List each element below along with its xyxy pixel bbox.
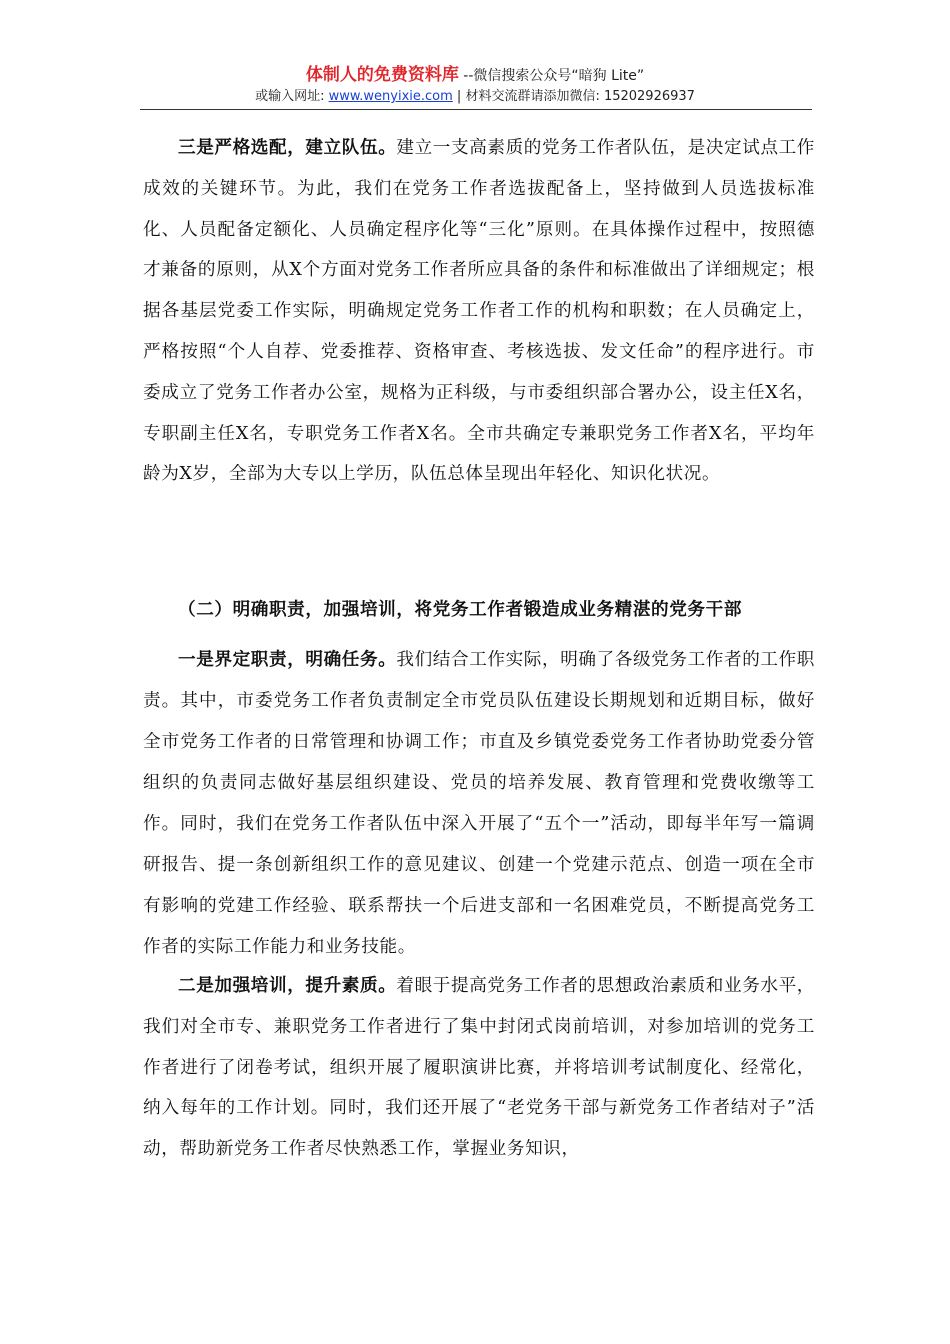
header-divider	[140, 109, 812, 110]
header-contact-line	[0, 88, 950, 106]
section-heading: （二）明确职责，加强培训，将党务工作者锻造成业务精湛的党务干部	[178, 599, 743, 620]
paragraph-duties	[143, 639, 815, 968]
section-1-block	[143, 128, 815, 495]
page-header	[0, 66, 950, 106]
section-4-block	[143, 966, 815, 1170]
paragraph-lead: 三是严格选配，建立队伍。	[178, 137, 397, 158]
website-link[interactable]: www.wenyixie.com	[328, 89, 453, 104]
paragraph-text: 建立一支高素质的党务工作者队伍，是决定试点工作成效的关键环节。为此，我们在党务工作者选拔配备上，坚持做到人员选拔标准化、人员配备定额化、人员确定程序化等“三化”原则。在具体操作过程中，按照德才兼备的原则，从X个方面对党务工作者所应具备的条件和标准做出了详细规定；根据各基层党委工作实际，明确规定党务工作者工作的机构和职数；在人员确定上，严格按照“个人自荐、党委推荐、资格审查、考核选拔、发文任命”的程序进行。市委成立了党务工作者办公室，规格为正科级，与市委组织部合署办公，设主任X名，专职副主任X名，专职党务工作者X名。全市共确定专兼职党务工作者X名，平均年龄为X岁，全部为大专以上学历，队伍总体呈现出年轻化、知识化状况。	[143, 138, 815, 485]
header-title: 体制人的免费资料库	[305, 65, 459, 85]
paragraph-selection	[143, 128, 815, 495]
paragraph-text: 着眼于提高党务工作者的思想政治素质和业务水平，我们对全市专、兼职党务工作者进行了集中封闭式岗前培训，对参加培训的党务工作者进行了闭卷考试，组织开展了履职演讲比赛，并将培训考试制度化、经常化，纳入每年的工作计划。同时，我们还开展了“老党务干部与新党务工作者结对子”活动，帮助新党务工作者尽快熟悉工作，掌握业务知识，	[143, 976, 815, 1160]
paragraph-training	[143, 966, 815, 1170]
contact-info: | 材料交流群请添加微信: 15202926937	[452, 89, 695, 104]
paragraph-lead: 一是界定职责，明确任务。	[178, 649, 397, 670]
paragraph-text: 我们结合工作实际，明确了各级党务工作者的工作职责。其中，市委党务工作者负责制定全市党员队伍建设长期规划和近期目标，做好全市党务工作者的日常管理和协调工作；市直及乡镇党委党务工作者协助党委分管组织的负责同志做好基层组织建设、党员的培养发展、教育管理和党费收缴等工作。同时，我们在党务工作者队伍中深入开展了“五个一”活动，即每半年写一篇调研报告、提一条创新组织工作的意见建议、创建一个党建示范点、创造一项在全市有影响的党建工作经验、联系帮扶一个后进支部和一名困难党员，不断提高党务工作者的实际工作能力和业务技能。	[143, 650, 815, 957]
section-3-block	[143, 639, 815, 968]
paragraph-lead: 二是加强培训，提升素质。	[178, 975, 397, 996]
header-banner	[0, 66, 950, 85]
url-label: 或输入网址:	[255, 89, 329, 104]
header-subtitle: --微信搜索公众号“暗狗 Lite”	[458, 68, 645, 84]
section-2-block	[143, 590, 815, 630]
